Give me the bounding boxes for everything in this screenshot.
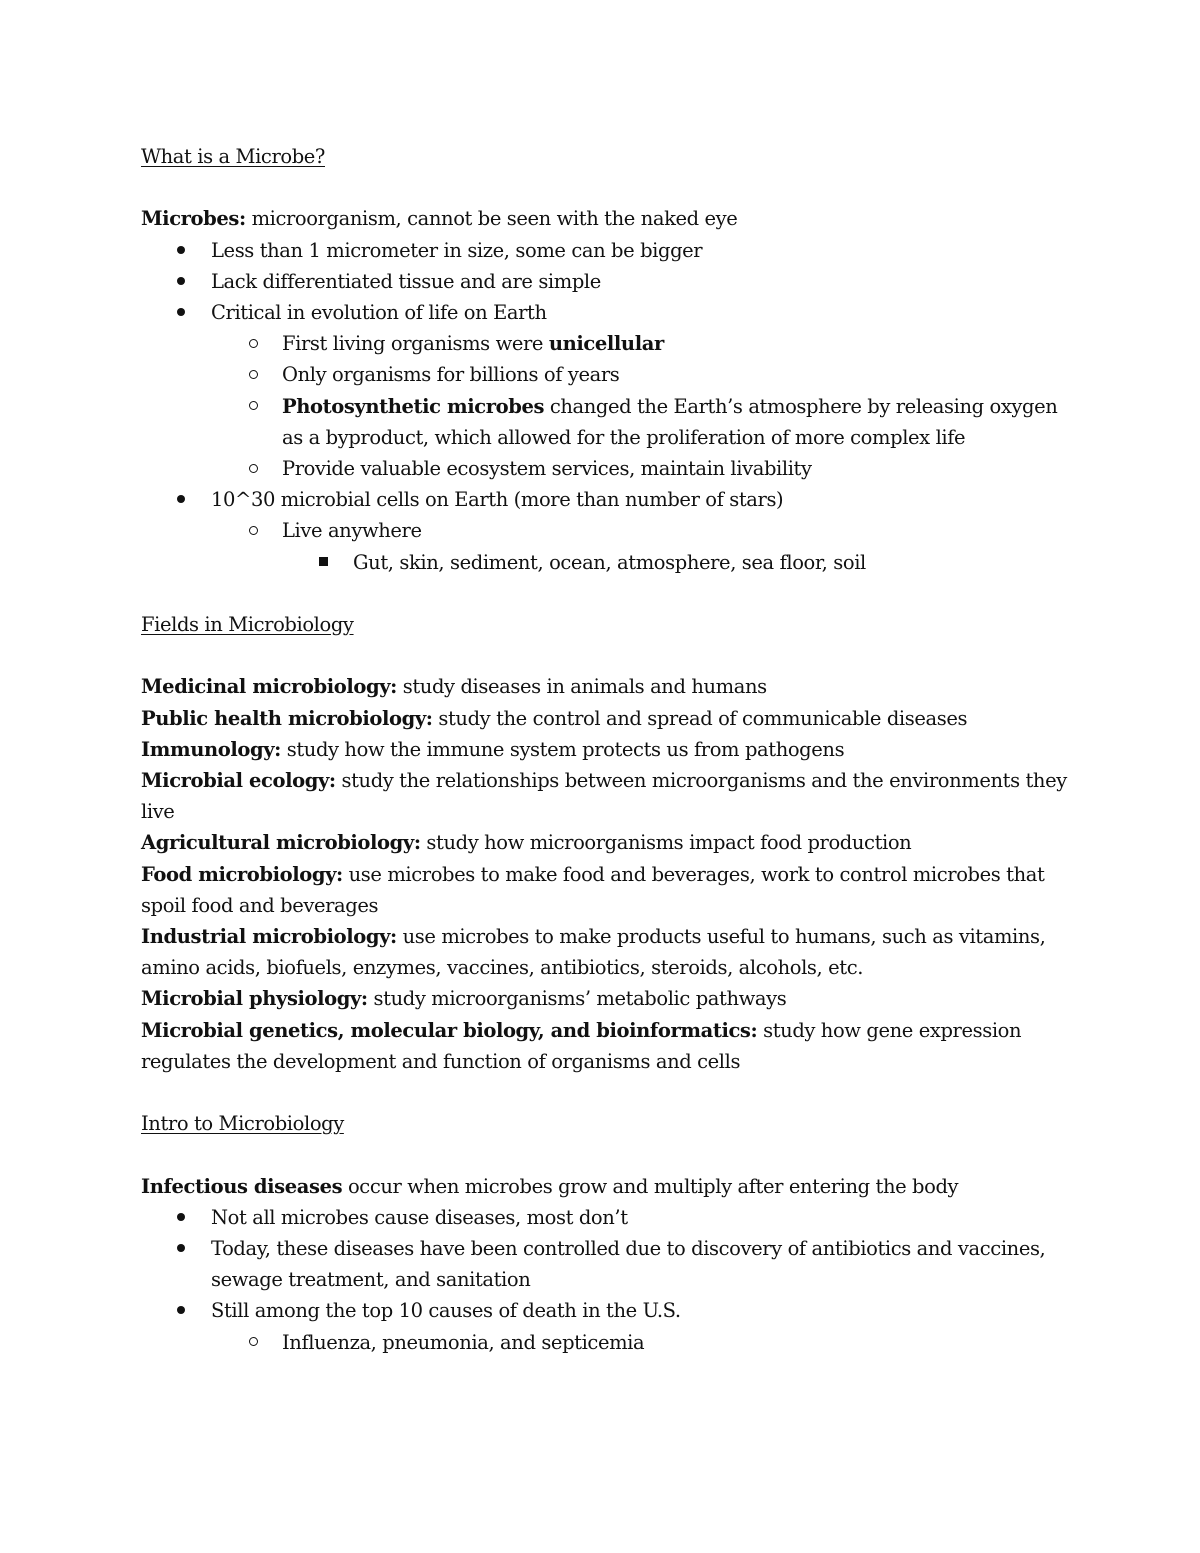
list-item	[141, 515, 1071, 546]
field-description: study the relationships between microorganisms and the environments they live	[141, 769, 1067, 824]
list-item-text: Less than 1 micrometer in size, some can be bigger	[211, 238, 703, 262]
field-entry	[141, 983, 1071, 1014]
bullet-circle-icon	[249, 391, 258, 422]
microbe-facts-list	[141, 235, 1071, 578]
field-entry	[141, 1015, 1071, 1077]
bullet-circle-icon	[249, 1327, 258, 1358]
bullet-dot-icon	[177, 297, 185, 328]
list-item	[141, 547, 1071, 578]
field-entry	[141, 671, 1071, 702]
fields-list	[141, 671, 1071, 1077]
list-item	[141, 1233, 1071, 1295]
bullet-circle-icon	[249, 359, 258, 390]
list-item-text: Live anywhere	[282, 519, 422, 543]
bullet-dot-icon	[177, 1233, 185, 1264]
list-item-text: First living organisms were	[282, 332, 549, 356]
list-item	[141, 484, 1071, 515]
list-item-text: Gut, skin, sediment, ocean, atmosphere, sea floor, soil	[353, 550, 866, 574]
infectious-diseases-list	[141, 1202, 1071, 1358]
list-item	[141, 266, 1071, 297]
section-heading-intro-to-microbiology: Intro to Microbiology	[141, 1112, 344, 1136]
list-item	[141, 359, 1071, 390]
field-description: study how gene expression regulates the development and function of organisms and cells	[141, 1018, 1022, 1073]
bullet-dot-icon	[177, 1295, 185, 1326]
field-description: study how the immune system protects us from pathogens	[280, 737, 845, 761]
definition-text: microorganism, cannot be seen with the naked eye	[245, 207, 738, 231]
definition-text: occur when microbes grow and multiply after entering the body	[342, 1174, 959, 1198]
term-microbes: Microbes:	[141, 207, 246, 231]
bullet-dot-icon	[177, 235, 185, 266]
bullet-dot-icon	[177, 266, 185, 297]
field-term: Microbial genetics, molecular biology, and bioinformatics:	[141, 1018, 758, 1042]
list-item	[141, 1295, 1071, 1326]
bullet-square-icon	[319, 547, 328, 578]
bullet-dot-icon	[177, 1202, 185, 1233]
field-description: study microorganisms’ metabolic pathways	[367, 987, 787, 1011]
document-body	[141, 141, 1071, 1358]
list-item-text: changed the Earth’s atmosphere by releasing oxygen as a byproduct, which allowed for the proliferation of more complex life	[282, 394, 1058, 449]
list-item	[141, 453, 1071, 484]
spacer	[141, 1139, 1071, 1170]
field-description: study the control and spread of communicable diseases	[432, 706, 968, 730]
definition-infectious-diseases	[141, 1171, 1071, 1202]
field-term: Industrial microbiology:	[141, 925, 397, 949]
bullet-circle-icon	[249, 453, 258, 484]
list-item-text: Influenza, pneumonia, and septicemia	[282, 1330, 645, 1354]
section-heading-what-is-a-microbe: What is a Microbe?	[141, 145, 325, 168]
field-entry	[141, 734, 1071, 765]
field-term: Medicinal microbiology:	[141, 675, 397, 699]
bullet-circle-icon	[249, 515, 258, 546]
field-description: use microbes to make products useful to humans, such as vitamins, amino acids, biofuels, enzymes, vaccines, antibiotics, steroids, alcohols, etc.	[141, 925, 1046, 980]
list-item-text: Today, these diseases have been controlled due to discovery of antibiotics and vaccines, sewage treatment, and sanitation	[211, 1237, 1046, 1292]
bullet-circle-icon	[249, 328, 258, 359]
spacer	[141, 172, 1071, 203]
list-item-text: 10^30 microbial cells on Earth (more than number of stars)	[211, 488, 784, 512]
list-item-text: Lack differentiated tissue and are simple	[211, 269, 601, 293]
field-description: study diseases in animals and humans	[396, 675, 767, 699]
bold-term: Photosynthetic microbes	[282, 394, 545, 418]
field-term: Agricultural microbiology:	[141, 831, 421, 855]
section-heading-fields-in-microbiology: Fields in Microbiology	[141, 613, 354, 637]
list-item-text: Only organisms for billions of years	[282, 363, 620, 387]
definition-microbes	[141, 203, 1071, 234]
field-entry	[141, 703, 1071, 734]
field-term: Food microbiology:	[141, 862, 343, 886]
spacer	[141, 578, 1071, 609]
field-term: Microbial ecology:	[141, 769, 336, 793]
field-entry	[141, 921, 1071, 983]
field-description: study how microorganisms impact food production	[420, 831, 912, 855]
list-item-text: Provide valuable ecosystem services, maintain livability	[282, 457, 812, 481]
field-entry	[141, 765, 1071, 827]
list-item	[141, 1327, 1071, 1358]
field-entry	[141, 827, 1071, 858]
list-item	[141, 297, 1071, 328]
list-item	[141, 235, 1071, 266]
list-item	[141, 391, 1071, 453]
field-entry	[141, 859, 1071, 921]
list-item-text: Critical in evolution of life on Earth	[211, 301, 547, 324]
bullet-dot-icon	[177, 484, 185, 515]
field-term: Public health microbiology:	[141, 706, 433, 730]
list-item-text: Not all microbes cause diseases, most don’t	[211, 1205, 628, 1229]
spacer	[141, 1077, 1071, 1108]
list-item	[141, 328, 1071, 359]
field-description: use microbes to make food and beverages, work to control microbes that spoil food and beverages	[141, 862, 1045, 917]
field-term: Immunology:	[141, 737, 281, 761]
spacer	[141, 640, 1071, 671]
bold-term: unicellular	[548, 332, 664, 356]
field-term: Microbial physiology:	[141, 987, 368, 1011]
list-item-text: Still among the top 10 causes of death in the U.S.	[211, 1299, 681, 1323]
term-infectious-diseases: Infectious diseases	[141, 1174, 343, 1198]
list-item	[141, 1202, 1071, 1233]
